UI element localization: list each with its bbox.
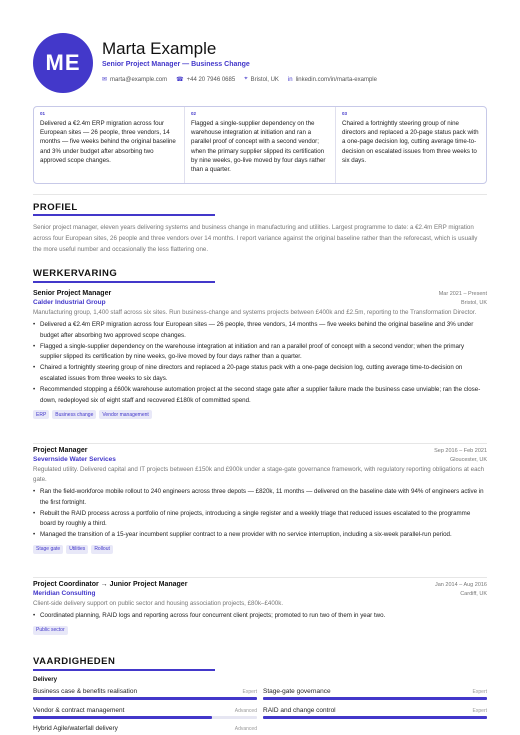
- skill-bar-fill: [263, 716, 487, 719]
- experience-heading: WERKERVARING: [33, 268, 118, 279]
- skill-bar: [33, 716, 257, 719]
- list-item: • Recommended stopping a £600k warehouse automation project at the second stage gate after a supplier failure made the business case unviable; ran the close-down, redeployed six of eight staff and recovered £180k of committed spend.: [33, 385, 487, 407]
- skill-name: Vendor & contract management: [33, 707, 125, 714]
- skill-name: Stage-gate governance: [263, 688, 331, 695]
- skills-heading: VAARDIGHEDEN: [33, 656, 116, 667]
- divider: [33, 443, 487, 444]
- job-dates: Sep 2016 – Feb 2021: [434, 448, 487, 454]
- skill-bar-fill: [263, 697, 487, 700]
- job-dates: Mar 2021 – Present: [438, 291, 487, 297]
- job-company: Meridian Consulting: [33, 590, 96, 597]
- skill-level: Expert: [472, 689, 487, 695]
- job-description: Regulated utility. Delivered capital and IT projects between £150k and £900k under a stage-gate governance framework, with regulatory reporting obligations at each gate.: [33, 466, 485, 483]
- skills-group-label: Delivery: [33, 676, 58, 683]
- highlight-text: Flagged a single-supplier dependency on the warehouse integration at initiation and ran a parallel proof of concept with a second vendor; when the primary supplier slipped its certification by nine weeks, go-live moved by four days rather than a quarter.: [191, 120, 326, 174]
- job-location: Bristol, UK: [461, 300, 487, 306]
- job-company: Calder Industrial Group: [33, 299, 106, 306]
- tag: Business change: [52, 410, 96, 419]
- job-bullets: [33, 487, 487, 541]
- highlights-panel: [33, 106, 487, 184]
- profile-text: Senior project manager, eleven years delivering systems and business change in manufacturing and utilities. Largest programme to date: a €2.4m ERP migration across four European sites, 26 people and three vendors over 14 months. I report variance against the original baseline rather than the reforecast, which is usually the more useful number and occasionally the less flattering one.: [33, 224, 478, 253]
- job-role: Senior Project Manager: [33, 290, 112, 297]
- divider: [33, 194, 487, 195]
- mail-icon: ✉: [102, 77, 108, 83]
- section-underline: [33, 281, 215, 283]
- skill-bar-fill: [33, 716, 212, 719]
- highlight-number: 01: [40, 111, 46, 116]
- email-text: marta@example.com: [110, 76, 168, 83]
- skill-bar-fill: [33, 697, 257, 700]
- skill-level: Advanced: [234, 708, 257, 714]
- profile-heading: PROFIEL: [33, 202, 78, 213]
- skill-level: Expert: [242, 689, 257, 695]
- highlight-number: 03: [342, 111, 348, 116]
- list-item: • Managed the transition of a 15-year incumbent supplier contract to a new provider with no service interruption, including a six-week parallel-run period.: [33, 530, 487, 541]
- job-bullets: [33, 611, 487, 622]
- job-description: Client-side delivery support on public sector and housing association projects, £80k–£400k.: [33, 600, 284, 607]
- list-item: • Flagged a single-supplier dependency on the warehouse integration at initiation and ran a parallel proof of concept with a second vendor; when the primary supplier slipped its certification by nine weeks, go-live moved by four days rather than a quarter.: [33, 342, 487, 364]
- list-item: • Rebuilt the RAID process across a portfolio of nine projects, introducing a single register and a weekly triage that reduced issues escalated to the programme board by roughly a third.: [33, 509, 487, 531]
- skill-name: RAID and change control: [263, 707, 336, 714]
- skill-level: Advanced: [234, 726, 257, 732]
- skill-item: [33, 707, 257, 719]
- contact-email[interactable]: [102, 76, 167, 83]
- linkedin-text: linkedin.com/in/marta-example: [295, 76, 377, 83]
- job-dates: Jan 2014 – Aug 2016: [435, 582, 487, 588]
- section-underline: [33, 669, 215, 671]
- job-entry: [33, 447, 487, 554]
- highlight-text: Chaired a fortnightly steering group of nine directors and replaced a 20-page status pack with a one-page decision log, cutting average time-to-decision on escalated issues from three weeks to six days.: [342, 120, 479, 164]
- list-item: • Delivered a €2.4m ERP migration across four European sites — 26 people, three vendors, 14 months — five weeks behind the original baseline and 3% under budget after absorbing two approved scope changes.: [33, 320, 487, 342]
- candidate-name: Marta Example: [102, 39, 217, 58]
- linkedin-icon: in: [287, 76, 293, 83]
- avatar: ME: [33, 33, 93, 93]
- phone-text: +44 20 7946 0685: [186, 76, 236, 83]
- contact-phone[interactable]: [176, 76, 235, 83]
- highlight-text: Delivered a €2.4m ERP migration across four European sites — 26 people, three vendors, 14 months — five weeks behind the original baseline and 3% under budget after absorbing two approved scope changes.: [40, 120, 176, 164]
- list-item: • Chaired a fortnightly steering group of nine directors and replaced a 20-page status pack with a one-page decision log, cutting average time-to-decision on escalated issues from three weeks to six days.: [33, 363, 487, 385]
- job-role: Project Manager: [33, 447, 88, 454]
- highlight-card: [336, 107, 486, 183]
- contact-linkedin[interactable]: [288, 76, 377, 83]
- job-location: Cardiff, UK: [460, 591, 487, 597]
- job-entry: [33, 581, 487, 635]
- job-tags: [33, 626, 487, 635]
- job-location: Gloucester, UK: [450, 457, 487, 463]
- tag: ERP: [33, 410, 49, 419]
- skill-item: [263, 688, 487, 700]
- skill-bar: [263, 697, 487, 700]
- skill-name: Business case & benefits realisation: [33, 688, 138, 695]
- contact-row: [102, 76, 377, 83]
- skill-level: Expert: [472, 708, 487, 714]
- skill-bar: [33, 697, 257, 700]
- skill-item: [33, 688, 257, 700]
- section-underline: [33, 214, 215, 216]
- highlight-number: 02: [191, 111, 197, 116]
- job-tags: [33, 545, 487, 554]
- resume-header: [33, 33, 493, 93]
- job-tags: [33, 410, 487, 419]
- skill-item: [263, 707, 487, 719]
- tag: Stage gate: [33, 545, 63, 554]
- candidate-title: Senior Project Manager — Business Change: [102, 61, 250, 68]
- skill-bar: [263, 716, 487, 719]
- highlight-card: [185, 107, 336, 183]
- contact-location: [244, 76, 279, 83]
- divider: [33, 577, 487, 578]
- highlight-card: [34, 107, 185, 183]
- location-text: Bristol, UK: [250, 76, 279, 83]
- tag: Public sector: [33, 626, 68, 635]
- job-entry: [33, 290, 487, 419]
- job-bullets: [33, 320, 487, 406]
- job-description: Manufacturing group, 1,400 staff across six sites. Run business-change and systems projects between £400k and £2.5m, reporting to the Transformation Director.: [33, 309, 477, 316]
- skill-item: [33, 725, 257, 732]
- job-company: Severnside Water Services: [33, 456, 116, 463]
- phone-icon: ☎: [176, 77, 184, 83]
- list-item: • Coordinated planning, RAID logs and reporting across four concurrent client projects; promoted to run two of them in year two.: [33, 611, 487, 622]
- tag: Utilities: [66, 545, 88, 554]
- list-item: • Ran the field-workforce mobile rollout to 240 engineers across three depots — £820k, 11 months — delivered on the baseline date with 94% of engineers active in the first fortnight.: [33, 487, 487, 509]
- job-role: Project Coordinator → Junior Project Manager: [33, 581, 188, 588]
- location-pin-icon: ⌖: [244, 76, 248, 82]
- skill-name: Hybrid Agile/waterfall delivery: [33, 725, 118, 732]
- tag: Vendor management: [99, 410, 151, 419]
- tag: Rollout: [91, 545, 113, 554]
